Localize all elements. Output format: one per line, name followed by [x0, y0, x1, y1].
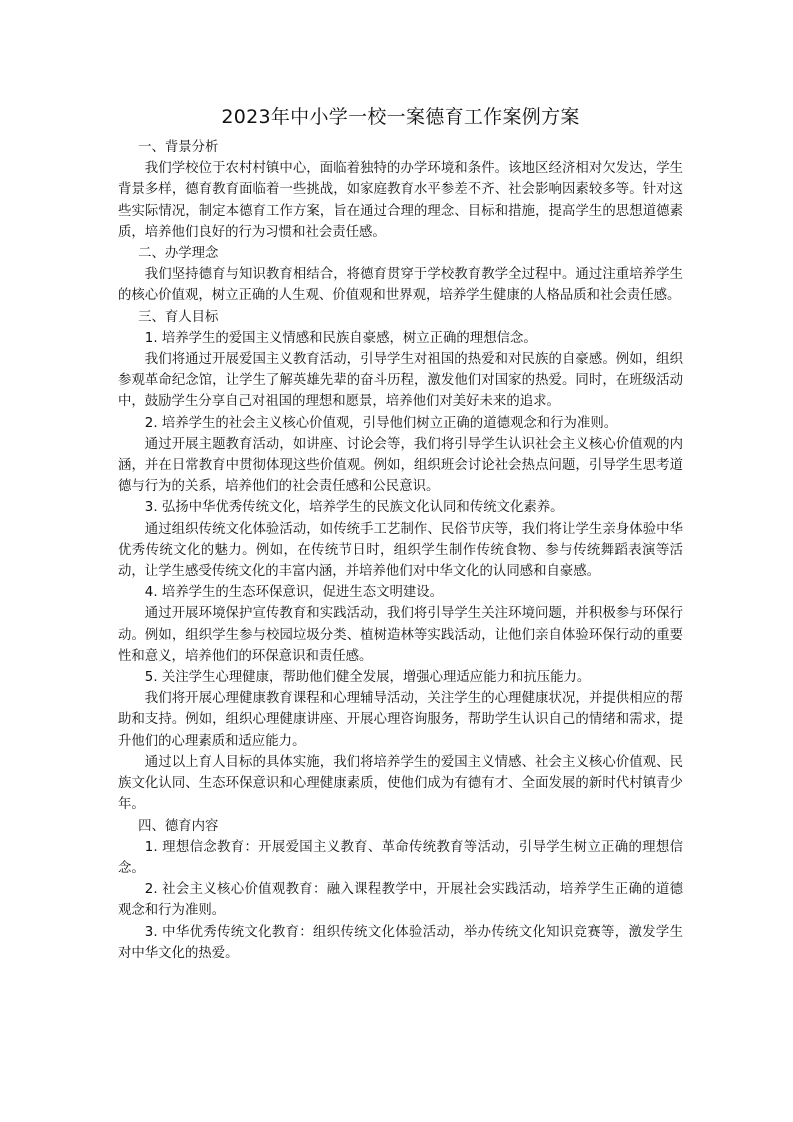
body-paragraph: 5. 关注学生心理健康，帮助他们健全发展，增强心理适应能力和抗压能力。: [144, 670, 591, 686]
body-paragraph: 通过组织传统文化体验活动，如传统手工艺制作、民俗节庆等，我们将让学生亲身体验中华优秀传统文化的魅力。例如，在传统节日时，组织学生制作传统食物、参与传统舞蹈表演等活动，让学生感受传统文化的丰富内涵，并培养他们对中华文化的认同感和自豪感。: [118, 521, 683, 580]
section-heading: 四、德育内容: [138, 818, 219, 834]
body-paragraph: 我们学校位于农村村镇中心，面临着独特的办学环境和条件。该地区经济相对欠发达，学生背景多样，德育教育面临着一些挑战，如家庭教育水平参差不齐、社会影响因素较多等。针对这些实际情况，制定本德育工作方案，旨在通过合理的理念、目标和措施，提高学生的思想道德素质，培养他们良好的行为习惯和社会责任感。: [118, 161, 683, 240]
section-heading: 一、背景分析: [138, 140, 219, 155]
document-body: [118, 137, 683, 964]
body-paragraph: 2. 社会主义核心价值观教育：融入课程教学中，开展社会实践活动，培养学生正确的道德观念和行为准则。: [118, 882, 683, 919]
body-paragraph: 通过开展主题教育活动，如讲座、讨论会等，我们将引导学生认识社会主义核心价值观的内涵，并在日常教育中贯彻体现这些价值观。例如，组织班会讨论社会热点问题，引导学生思考道德与行为的关系，培养他们的社会责任感和公民意识。: [118, 436, 683, 495]
body-paragraph: 1. 理想信念教育：开展爱国主义教育、革命传统教育等活动，引导学生树立正确的理想信念。: [118, 839, 683, 876]
section-heading: 二、办学理念: [138, 246, 219, 262]
body-paragraph: 4. 培养学生的生态环保意识，促进生态文明建设。: [144, 585, 444, 601]
section-heading: 三、育人目标: [138, 309, 219, 325]
body-paragraph: 我们坚持德育与知识教育相结合，将德育贯穿于学校教育教学全过程中。通过注重培养学生的核心价值观，树立正确的人生观、价值观和世界观，培养学生健康的人格品质和社会责任感。: [118, 267, 683, 304]
body-paragraph: 3. 中华优秀传统文化教育：组织传统文化体验活动，举办传统文化知识竞赛等，激发学生对中华文化的热爱。: [118, 924, 683, 961]
body-paragraph: 3. 弘扬中华优秀传统文化，培养学生的民族文化认同和传统文化素养。: [144, 500, 564, 516]
document-title: 2023年中小学一校一案德育工作案例方案: [221, 106, 580, 128]
body-paragraph: 2. 培养学生的社会主义核心价值观，引导他们树立正确的道德观念和行为准则。: [144, 415, 618, 431]
body-paragraph: 通过以上育人目标的具体实施，我们将培养学生的爱国主义情感、社会主义核心价值观、民族文化认同、生态环保意识和心理健康素质，使他们成为有德有才、全面发展的新时代村镇青少年。: [118, 754, 683, 813]
body-paragraph: 我们将开展心理健康教育课程和心理辅导活动，关注学生的心理健康状况，并提供相应的帮助和支持。例如，组织心理健康讲座、开展心理咨询服务，帮助学生认识自己的情绪和需求，提升他们的心理素质和适应能力。: [118, 691, 683, 749]
body-paragraph: 1. 培养学生的爱国主义情感和民族自豪感，树立正确的理想信念。: [144, 330, 537, 346]
body-paragraph: 通过开展环境保护宣传教育和实践活动，我们将引导学生关注环境问题，并积极参与环保行动。例如，组织学生参与校园垃圾分类、植树造林等实践活动，让他们亲自体验环保行动的重要性和意义，培养他们的环保意识和责任感。: [118, 606, 683, 664]
body-paragraph: 我们将通过开展爱国主义教育活动，引导学生对祖国的热爱和对民族的自豪感。例如，组织参观革命纪念馆，让学生了解英雄先辈的奋斗历程，激发他们对国家的热爱。同时，在班级活动中，鼓励学生分享自己对祖国的理想和愿景，培养他们对美好未来的追求。: [118, 352, 683, 410]
